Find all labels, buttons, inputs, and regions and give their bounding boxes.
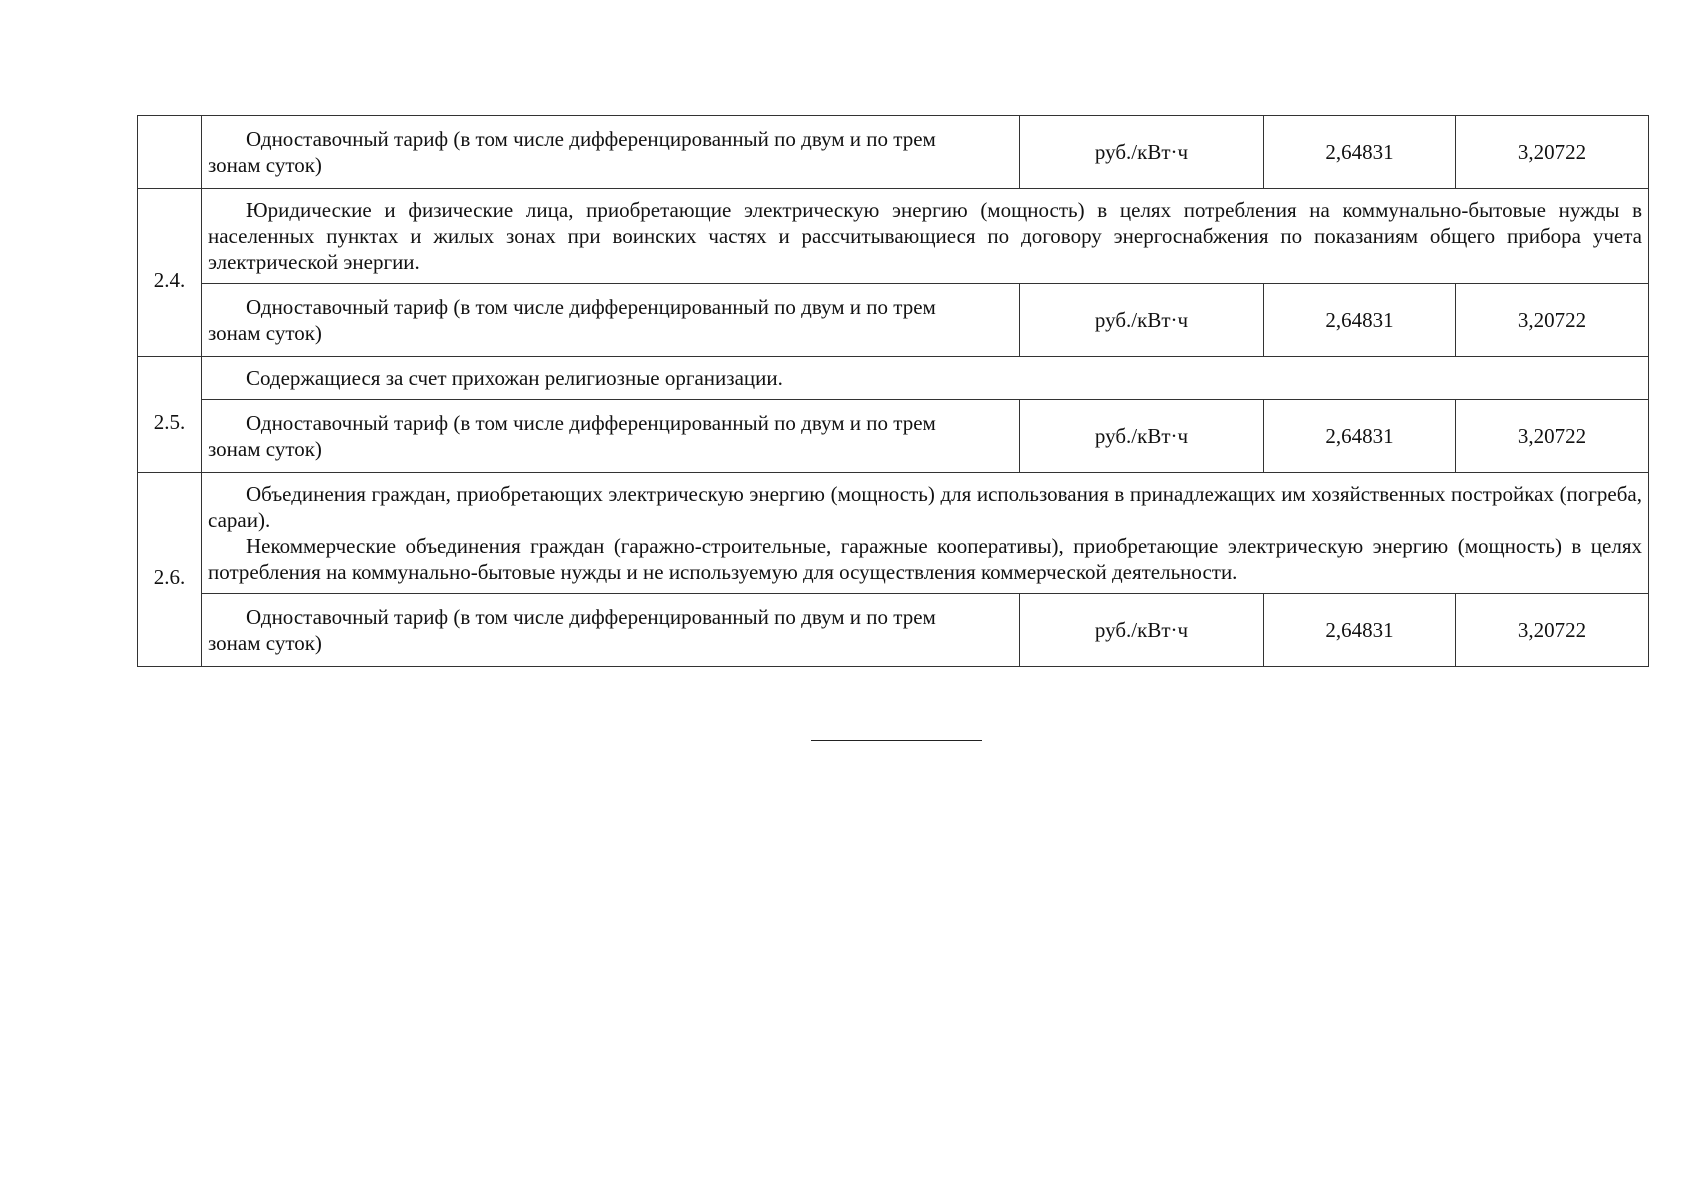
table-row [138,284,1649,357]
section-description [202,357,1649,400]
tariff-label: Одноставочный тариф (в том числе дифференцированный по двум и по трем зонам суток) [208,127,936,177]
row-number-cell [138,116,202,189]
section-number: 2.6. [138,473,202,667]
table-row [138,400,1649,473]
tariff-label-cell [202,594,1020,667]
description-paragraph: Объединения граждан, приобретающих электрическую энергию (мощность) для использования в принадлежащих им хозяйственных постройках (погреба, сараи). [208,482,1642,532]
description-paragraph: Некоммерческие объединения граждан (гаражно-строительные, гаражные кооперативы), приобретающие электрическую энергию (мощность) в целях потребления на коммунально-бытовые нужды и не используемую для осуществления коммерческой деятельности. [208,534,1642,584]
unit-cell: руб./кВт·ч [1020,594,1264,667]
value-2-cell: 3,20722 [1456,400,1649,473]
description-paragraph: Юридические и физические лица, приобретающие электрическую энергию (мощность) в целях потребления на коммунально-бытовые нужды в населенных пунктах и жилых зонах при воинских частях и рассчитывающиеся по договору энергоснабжения по показаниям общего прибора учета электрической энергии. [208,198,1642,274]
tariff-label-cell [202,284,1020,357]
section-number: 2.5. [138,357,202,473]
description-paragraph: Содержащиеся за счет прихожан религиозные организации. [246,366,783,390]
tariff-label-cell [202,116,1020,189]
value-1-cell: 2,64831 [1264,400,1456,473]
tariff-table [137,115,1649,667]
value-1-cell: 2,64831 [1264,284,1456,357]
unit-cell: руб./кВт·ч [1020,400,1264,473]
tariff-label: Одноставочный тариф (в том числе дифференцированный по двум и по трем зонам суток) [208,295,936,345]
value-2-cell: 3,20722 [1456,116,1649,189]
unit-cell: руб./кВт·ч [1020,284,1264,357]
table-row [138,357,1649,400]
tariff-label: Одноставочный тариф (в том числе дифференцированный по двум и по трем зонам суток) [208,411,936,461]
section-number: 2.4. [138,189,202,357]
table-row [138,594,1649,667]
table-row [138,473,1649,594]
value-2-cell: 3,20722 [1456,284,1649,357]
section-description [202,189,1649,284]
end-of-document-rule [811,740,982,741]
value-1-cell: 2,64831 [1264,116,1456,189]
value-2-cell: 3,20722 [1456,594,1649,667]
section-description [202,473,1649,594]
value-1-cell: 2,64831 [1264,594,1456,667]
unit-cell: руб./кВт·ч [1020,116,1264,189]
table-row [138,189,1649,284]
tariff-label: Одноставочный тариф (в том числе дифференцированный по двум и по трем зонам суток) [208,605,936,655]
table-row [138,116,1649,189]
tariff-label-cell [202,400,1020,473]
